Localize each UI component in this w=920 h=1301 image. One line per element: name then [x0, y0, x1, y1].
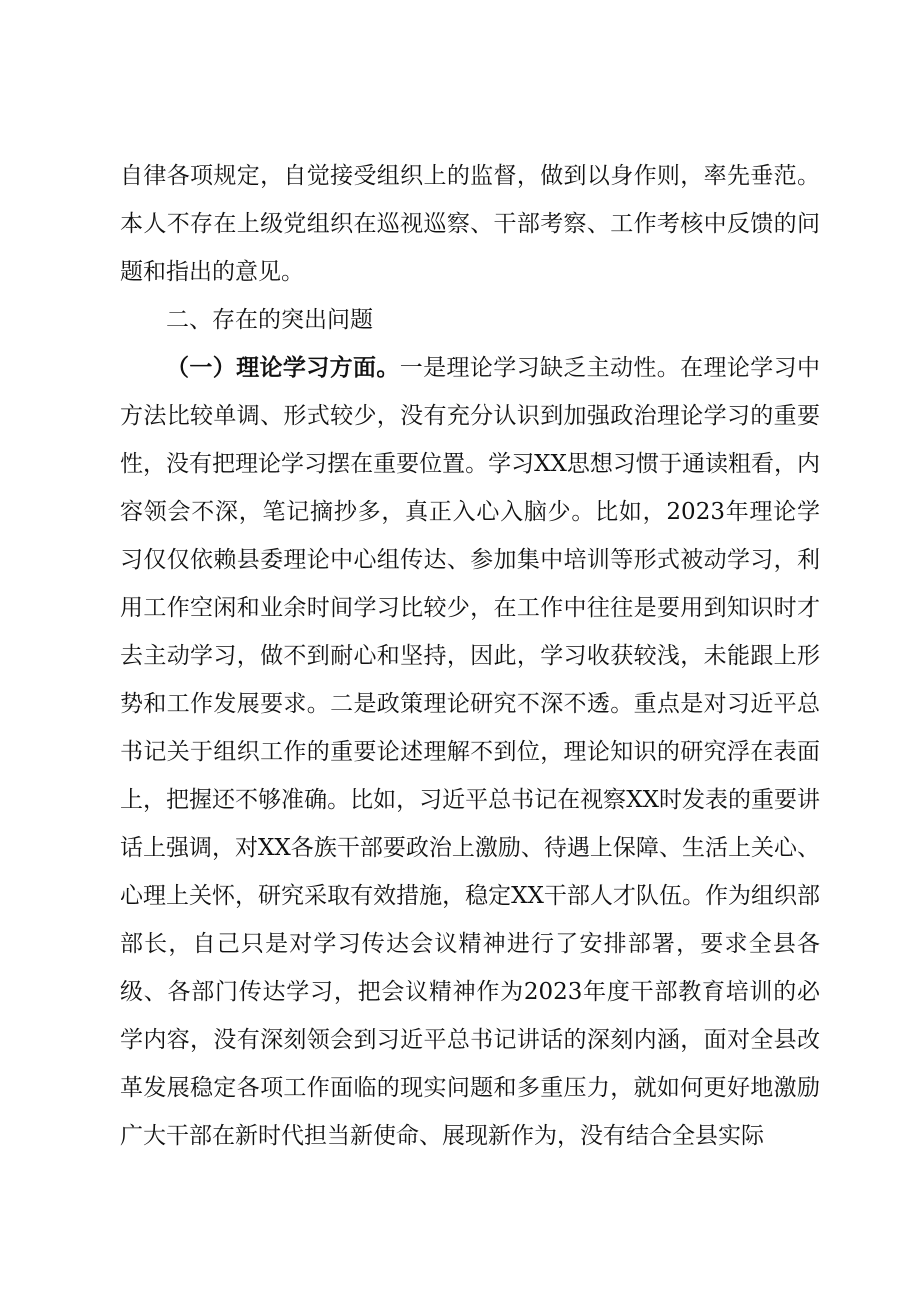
section-heading-block	[120, 296, 820, 344]
subsection-lead: （一）理论学习方面。	[166, 355, 400, 381]
continued-paragraph: 自律各项规定，自觉接受组织上的监督，做到以身作则，率先垂范。本人不存在上级党组织在巡视巡察、干部考察、工作考核中反馈的问题和指出的意见。	[120, 163, 820, 285]
section-heading: 二、存在的突出问题	[166, 307, 373, 333]
subsection-body: 一是理论学习缺乏主动性。在理论学习中方法比较单调、形式较少，没有充分认识到加强政治理论学习的重要性，没有把理论学习摆在重要位置。学习XX思想习惯于通读粗看，内容领会不深，笔记摘抄多，真正入心入脑少。比如，2023年理论学习仅仅依赖县委理论中心组传达、参加集中培训等形式被动学习，利用工作空闲和业余时间学习比较少，在工作中往往是要用到知识时才去主动学习，做不到耐心和坚持，因此，学习收获较浅，未能跟上形势和工作发展要求。二是政策理论研究不深不透。重点是对习近平总书记关于组织工作的重要论述理解不到位，理论知识的研究浮在表面上，把握还不够准确。比如，习近平总书记在视察XX时发表的重要讲话上强调，对XX各族干部要政治上激励、待遇上保障、生活上关心、心理上关怀，研究采取有效措施，稳定XX干部人才队伍。作为组织部部长，自己只是对学习传达会议精神进行了安排部署，要求全县各级、各部门传达学习，把会议精神作为2023年度干部教育培训的必学内容，没有深刻领会到习近平总书记讲话的深刻内涵，面对全县改革发展稳定各项工作面临的现实问题和多重压力，就如何更好地激励广大干部在新时代担当新使命、展现新作为，没有结合全县实际	[120, 355, 821, 1149]
subsection-paragraph-block	[120, 344, 820, 1160]
continued-paragraph-block	[120, 152, 820, 296]
subsection-paragraph	[120, 344, 820, 1160]
